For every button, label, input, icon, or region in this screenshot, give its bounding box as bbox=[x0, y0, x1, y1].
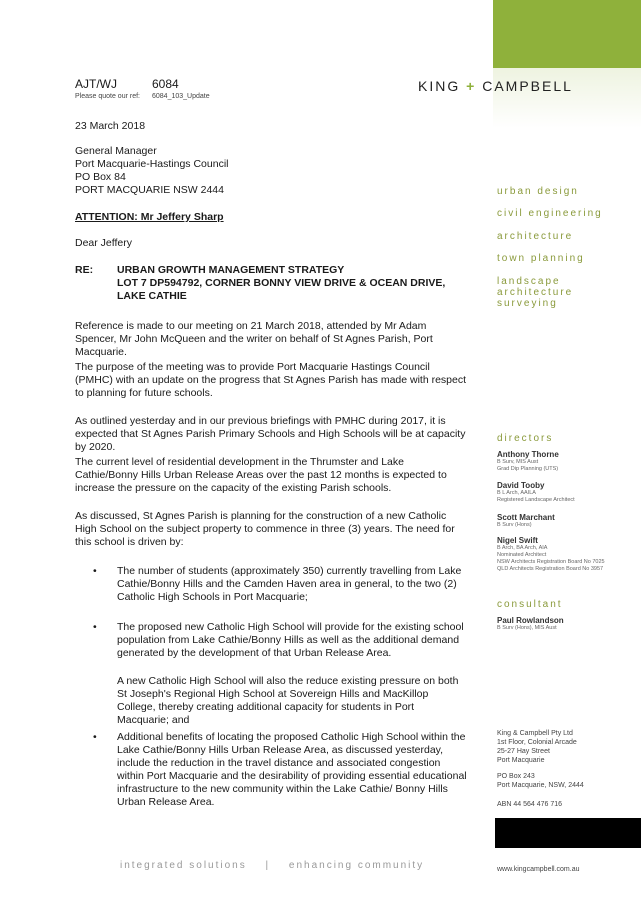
bullet-item bbox=[93, 621, 467, 660]
director-name: David Tooby bbox=[497, 481, 545, 490]
company-logo bbox=[418, 78, 573, 94]
logo-word-campbell: CAMPBELL bbox=[482, 78, 573, 94]
address-line: Port Macquarie-Hastings Council bbox=[75, 158, 229, 170]
consultant-name: Paul Rowlandson bbox=[497, 616, 564, 625]
directors-heading: directors bbox=[497, 433, 554, 444]
brand-color-block bbox=[493, 0, 641, 68]
abn: ABN 44 564 476 716 bbox=[497, 801, 562, 808]
service-landscape-architecture: landscape architecture bbox=[497, 276, 574, 298]
director-credential: Nominated Architect bbox=[497, 552, 547, 558]
paragraph: As outlined yesterday and in our previous briefings with PMHC during 2017, it is expected that St Agnes Parish Primary Schools and High Schools will be at capacity by 2020. bbox=[75, 415, 466, 453]
bullet-item bbox=[93, 565, 467, 604]
paragraph: As discussed, St Agnes Parish is planning for the construction of a new Catholic High School on the subject property to commence in three (3) years. The need for this school is driven by: bbox=[75, 510, 455, 548]
director-name: Anthony Thorne bbox=[497, 450, 559, 459]
website: www.kingcampbell.com.au bbox=[497, 866, 580, 873]
paragraph: Reference is made to our meeting on 21 March 2018, attended by Mr Adam Spencer, Mr John McQueen and the writer on behalf of St Agnes Parish, Port Macquarie. bbox=[75, 320, 433, 358]
re-subject bbox=[117, 264, 445, 303]
re-label: RE: bbox=[75, 264, 94, 276]
director-name: Scott Marchant bbox=[497, 513, 555, 522]
company-address-line: 1st Floor, Colonial Arcade bbox=[497, 739, 577, 746]
service-surveying: surveying bbox=[497, 298, 558, 309]
director-credential: B Surv, MIS Aust bbox=[497, 459, 539, 465]
bullet-continuation: A new Catholic High School will also the reduce existing pressure on both St Joseph's Regional High School at Sovereign Hills and MacKillop College, thereby creating additional capacity for students in Port Macquarie; and bbox=[117, 675, 459, 726]
reference-left: AJT/WJ bbox=[75, 77, 117, 91]
bullet-text: The proposed new Catholic High School will provide for the existing school population from Lake Cathie/Bonny Hills as well as the additional demand generated by the development of that Urban Release Area. bbox=[117, 621, 464, 659]
consultant-credential: B Surv (Hons), MIS Aust bbox=[497, 625, 557, 631]
po-address-line: PO Box 243 bbox=[497, 773, 535, 780]
service-civil-engineering: civil engineering bbox=[497, 208, 603, 219]
consultant-entry bbox=[497, 616, 564, 632]
logo-plus: + bbox=[466, 78, 477, 94]
re-line: LOT 7 DP594792, CORNER BONNY VIEW DRIVE & OCEAN DRIVE, bbox=[117, 277, 446, 289]
director-credential: NSW Architects Registration Board No 7025 bbox=[497, 559, 605, 565]
bullet-dot: • bbox=[93, 731, 97, 743]
consultant-heading: consultant bbox=[497, 599, 563, 610]
logo-word-king: KING bbox=[418, 78, 461, 94]
quote-label: Please quote our ref: bbox=[75, 93, 140, 100]
bullet-text: Additional benefits of locating the proposed Catholic High School within the Lake Cathie/Bonny Hills Urban Release Area, as discussed yesterday, include the reduction in the travel distance and associated congestion within Port Macquarie and the desirability of providing essential educational infrastructure to the new community within the Lake Cathie/ Bonny Hills Urban Release Area. bbox=[117, 731, 467, 808]
director-credential: B L Arch, AAILA bbox=[497, 490, 536, 496]
company-address-line: Port Macquarie bbox=[497, 757, 545, 764]
bullet-dot: • bbox=[93, 621, 97, 633]
director-credential: B Arch, BA Arch, AIA bbox=[497, 545, 548, 551]
director-credential: Registered Landscape Architect bbox=[497, 497, 575, 503]
reference-number: 6084 bbox=[152, 77, 179, 91]
director-entry bbox=[497, 536, 605, 573]
paragraph: The current level of residential development in the Thrumster and Lake Cathie/Bonny Hills Urban Release Areas over the past 12 months is expected to increase the pressure on the capacity of the existing Parish schools. bbox=[75, 456, 447, 494]
bullet-dot: • bbox=[93, 565, 97, 577]
re-line: URBAN GROWTH MANAGEMENT STRATEGY bbox=[117, 264, 345, 276]
bullet-text: The number of students (approximately 350) currently travelling from Lake Cathie/Bonny Hills and the Camden Haven area in general, to the two (2) Catholic High Schools in Port Macquarie; bbox=[117, 565, 462, 603]
footer-right: enhancing community bbox=[288, 860, 425, 871]
address-line: PORT MACQUARIE NSW 2444 bbox=[75, 184, 224, 196]
service-town-planning: town planning bbox=[497, 253, 585, 264]
service-architecture: architecture bbox=[497, 231, 574, 242]
director-entry bbox=[497, 450, 559, 473]
director-credential: B Surv (Hons) bbox=[497, 522, 532, 528]
company-address-line: King & Campbell Pty Ltd bbox=[497, 730, 573, 737]
salutation: Dear Jeffery bbox=[75, 237, 132, 249]
company-address bbox=[497, 729, 577, 765]
footer-separator: | bbox=[265, 860, 271, 871]
recipient-address bbox=[75, 145, 228, 197]
director-entry bbox=[497, 481, 575, 504]
director-credential: Grad Dip Planning (UTS) bbox=[497, 466, 559, 472]
director-name: Nigel Swift bbox=[497, 536, 538, 545]
quote-value: 6084_103_Update bbox=[152, 93, 210, 100]
address-line: General Manager bbox=[75, 145, 157, 157]
company-address-line: 25-27 Hay Street bbox=[497, 748, 550, 755]
brand-gradient-strip bbox=[493, 68, 641, 128]
director-credential: QLD Architects Registration Board No 3957 bbox=[497, 566, 604, 572]
po-address-line: Port Macquarie, NSW, 2444 bbox=[497, 782, 584, 789]
address-line: PO Box 84 bbox=[75, 171, 126, 183]
paragraph: The purpose of the meeting was to provide Port Macquarie Hastings Council (PMHC) with an update on the progress that St Agnes Parish has made with respect to planning for future schools. bbox=[75, 361, 467, 399]
bullet-item bbox=[93, 731, 467, 809]
po-address bbox=[497, 772, 584, 790]
re-line: LAKE CATHIE bbox=[117, 290, 187, 302]
letter-date: 23 March 2018 bbox=[75, 120, 146, 132]
footer-tagline bbox=[120, 860, 424, 871]
black-block bbox=[495, 818, 641, 848]
director-entry bbox=[497, 513, 555, 529]
attention-line: ATTENTION: Mr Jeffery Sharp bbox=[75, 211, 224, 223]
service-urban-design: urban design bbox=[497, 186, 579, 197]
footer-left: integrated solutions bbox=[120, 860, 247, 871]
